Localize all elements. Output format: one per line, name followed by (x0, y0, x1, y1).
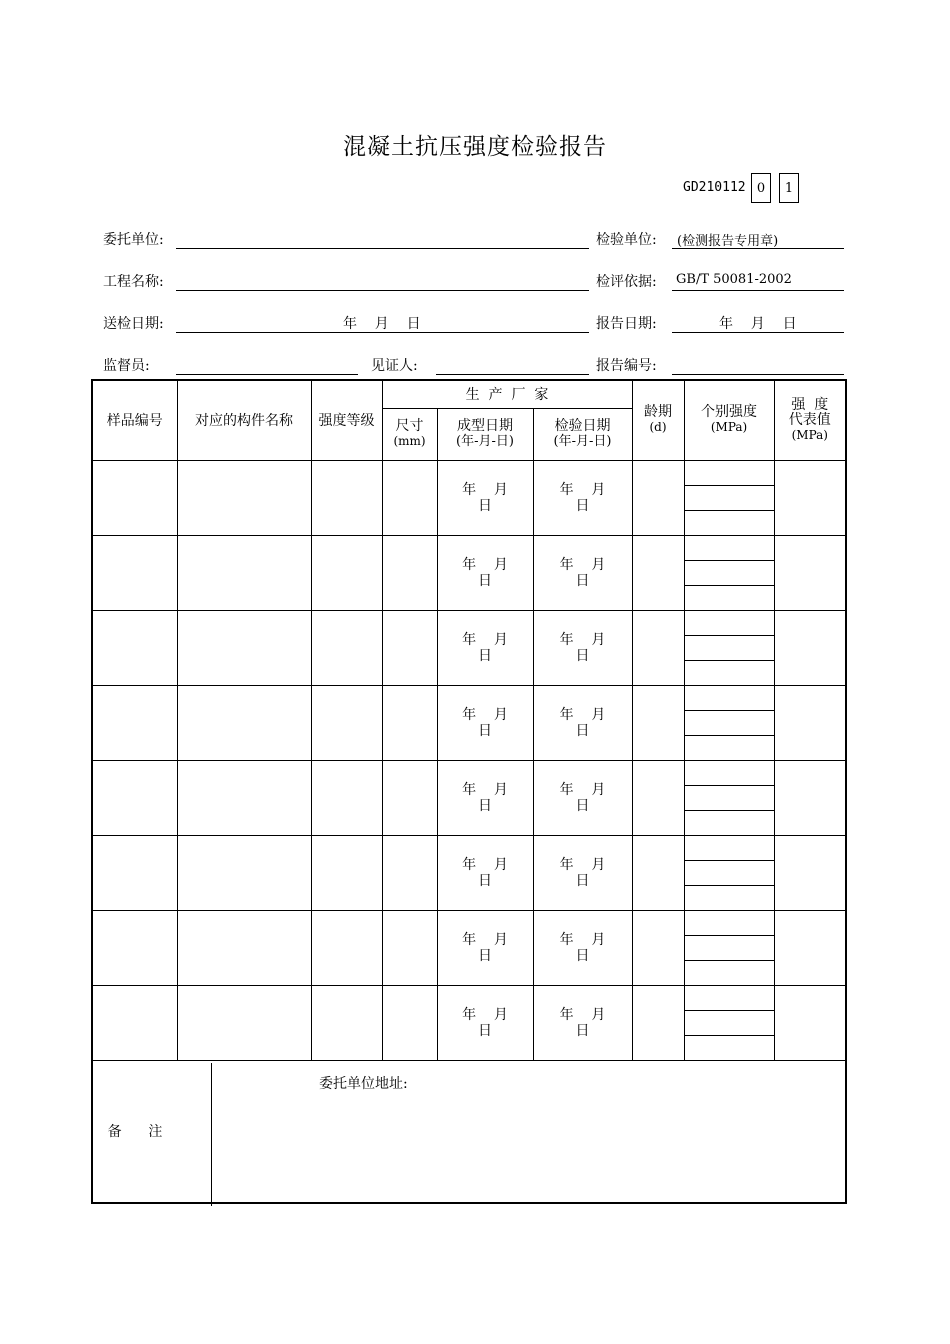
size-cell[interactable] (382, 535, 437, 610)
date-year-month: 年 月 (559, 856, 606, 873)
age-cell[interactable] (632, 460, 684, 535)
indiv-strength-value[interactable] (685, 811, 774, 835)
size-cell[interactable] (382, 910, 437, 985)
sample-no-cell[interactable] (92, 760, 177, 835)
client-address-label: 委托单位地址: (319, 1075, 408, 1092)
header-grade: 强度等级 (311, 380, 382, 460)
size-cell[interactable] (382, 760, 437, 835)
component-cell[interactable] (177, 835, 311, 910)
grade-cell[interactable] (311, 535, 382, 610)
sample-no-cell[interactable] (92, 460, 177, 535)
supervisor-field[interactable] (176, 374, 358, 375)
send-date-label: 送检日期: (103, 316, 164, 332)
test-date-cell[interactable] (533, 835, 632, 910)
date-day: 日 (575, 572, 590, 589)
header-test-date-fmt: (年-月-日) (553, 434, 612, 449)
indiv-strength-value[interactable] (685, 886, 774, 910)
date-day: 日 (478, 497, 492, 514)
header-size-label: 尺寸 (395, 418, 424, 434)
sample-no-cell[interactable] (92, 610, 177, 685)
table-row (92, 685, 846, 760)
test-date-cell[interactable] (533, 985, 632, 1060)
age-cell[interactable] (632, 535, 684, 610)
rep-strength-cell[interactable] (774, 535, 846, 610)
header-size-unit: (mm) (393, 434, 426, 448)
component-cell[interactable] (177, 460, 311, 535)
page-title: 混凝土抗压强度检验报告 (343, 134, 607, 160)
indiv-strength-value[interactable] (685, 511, 774, 535)
age-cell[interactable] (632, 610, 684, 685)
rep-strength-cell[interactable] (774, 760, 846, 835)
indiv-strength-value[interactable] (685, 711, 774, 736)
inspect-unit-value: (检测报告专用章) (677, 234, 779, 249)
grade-cell[interactable] (311, 460, 382, 535)
indiv-strength-value[interactable] (685, 786, 774, 811)
results-table (91, 379, 847, 1204)
component-cell[interactable] (177, 910, 311, 985)
header-rep-label-1: 强 度 (791, 396, 829, 413)
date-day: 日 (478, 647, 492, 664)
sample-no-cell[interactable] (92, 835, 177, 910)
table-row (92, 985, 846, 1060)
rep-strength-cell[interactable] (774, 985, 846, 1060)
indiv-strength-cell (684, 760, 774, 835)
remarks-row (92, 1060, 846, 1203)
indiv-strength-group (685, 761, 774, 835)
component-cell[interactable] (177, 985, 311, 1060)
indiv-strength-value[interactable] (685, 636, 774, 661)
indiv-strength-group (685, 836, 774, 910)
table-row (92, 610, 846, 685)
date-year-month: 年 月 (559, 631, 606, 648)
header-age-unit: (d) (649, 420, 667, 435)
date-day: 日 (575, 797, 590, 814)
client-label: 委托单位: (103, 232, 164, 248)
header-test-date (533, 408, 632, 460)
indiv-strength-group (685, 911, 774, 985)
date-year-month: 年 月 (462, 706, 508, 723)
indiv-strength-value[interactable] (685, 686, 774, 711)
indiv-strength-value[interactable] (685, 661, 774, 685)
client-field[interactable] (176, 248, 589, 249)
header-rep-label-2: 代表值 (788, 411, 831, 428)
table-row (92, 910, 846, 985)
sample-no-cell[interactable] (92, 535, 177, 610)
rep-strength-cell[interactable] (774, 910, 846, 985)
component-cell[interactable] (177, 535, 311, 610)
rep-strength-cell[interactable] (774, 610, 846, 685)
witness-field[interactable] (436, 374, 589, 375)
rep-strength-cell[interactable] (774, 685, 846, 760)
report-no-label: 报告编号: (596, 358, 657, 374)
header-indiv-unit: (MPa) (710, 420, 748, 435)
table-row (92, 835, 846, 910)
indiv-strength-value[interactable] (685, 461, 774, 486)
indiv-strength-group (685, 611, 774, 685)
date-year-month: 年 月 (462, 931, 508, 948)
rep-strength-cell[interactable] (774, 835, 846, 910)
header-cast-date (437, 408, 533, 460)
send-date-value: 年 月 日 (343, 316, 421, 332)
header-rep-strength (774, 380, 846, 460)
indiv-strength-cell (684, 835, 774, 910)
remarks-content[interactable] (177, 1060, 846, 1203)
date-day: 日 (575, 497, 590, 514)
header-cast-date-fmt: (年-月-日) (456, 434, 514, 449)
sample-no-cell[interactable] (92, 910, 177, 985)
date-year-month: 年 月 (559, 781, 606, 798)
basis-value: GB/T 50081-2002 (676, 272, 792, 287)
date-year-month: 年 月 (462, 781, 508, 798)
indiv-strength-cell (684, 985, 774, 1060)
grade-cell[interactable] (311, 985, 382, 1060)
age-cell[interactable] (632, 760, 684, 835)
basis-line (672, 290, 844, 291)
indiv-strength-cell (684, 460, 774, 535)
age-cell[interactable] (632, 685, 684, 760)
indiv-strength-value[interactable] (685, 986, 774, 1011)
header-sample-no: 样品编号 (92, 380, 177, 460)
header-size (382, 408, 437, 460)
component-cell[interactable] (177, 760, 311, 835)
test-date-cell[interactable] (533, 685, 632, 760)
grade-cell[interactable] (311, 610, 382, 685)
rep-strength-cell[interactable] (774, 460, 846, 535)
date-year-month: 年 月 (462, 481, 508, 498)
basis-label: 检评依据: (596, 274, 657, 290)
indiv-strength-value[interactable] (685, 611, 774, 636)
age-cell[interactable] (632, 835, 684, 910)
grade-cell[interactable] (311, 910, 382, 985)
indiv-strength-group (685, 986, 774, 1060)
code-box-1[interactable]: 0 (751, 173, 771, 203)
indiv-strength-cell (684, 535, 774, 610)
indiv-strength-value[interactable] (685, 536, 774, 561)
indiv-strength-value[interactable] (685, 936, 774, 961)
size-cell[interactable] (382, 835, 437, 910)
test-date-cell[interactable] (533, 760, 632, 835)
report-date-label: 报告日期: (596, 316, 657, 332)
date-year-month: 年 月 (559, 481, 606, 498)
indiv-strength-value[interactable] (685, 1036, 774, 1060)
date-day: 日 (478, 797, 492, 814)
remarks-label: 备 注 (92, 1060, 177, 1203)
test-date-cell[interactable] (533, 460, 632, 535)
header-component: 对应的构件名称 (177, 380, 311, 460)
indiv-strength-cell (684, 685, 774, 760)
indiv-strength-value[interactable] (685, 486, 774, 511)
project-label: 工程名称: (103, 274, 164, 290)
indiv-strength-value[interactable] (685, 836, 774, 861)
date-day: 日 (478, 947, 492, 964)
date-day: 日 (575, 722, 590, 739)
cast-date-cell[interactable] (437, 610, 533, 685)
date-year-month: 年 月 (559, 556, 606, 573)
date-day: 日 (575, 947, 590, 964)
header-indiv-label: 个别强度 (701, 404, 758, 421)
component-cell[interactable] (177, 610, 311, 685)
sample-no-cell[interactable] (92, 685, 177, 760)
indiv-strength-value[interactable] (685, 1011, 774, 1036)
date-day: 日 (478, 722, 492, 739)
witness-label: 见证人: (371, 358, 418, 374)
test-date-cell[interactable] (533, 535, 632, 610)
header-cast-date-label: 成型日期 (457, 418, 513, 434)
indiv-strength-value[interactable] (685, 861, 774, 886)
date-year-month: 年 月 (462, 556, 508, 573)
date-day: 日 (575, 1022, 590, 1039)
project-field[interactable] (176, 290, 589, 291)
header-test-date-label: 检验日期 (554, 418, 611, 434)
code-box-2[interactable]: 1 (779, 173, 799, 203)
date-day: 日 (478, 872, 492, 889)
date-day: 日 (478, 572, 492, 589)
date-year-month: 年 月 (462, 856, 508, 873)
indiv-strength-value[interactable] (685, 736, 774, 760)
age-cell[interactable] (632, 985, 684, 1060)
date-year-month: 年 月 (559, 706, 606, 723)
size-cell[interactable] (382, 610, 437, 685)
indiv-strength-value[interactable] (685, 561, 774, 586)
header-rep-unit: (MPa) (791, 427, 828, 442)
date-year-month: 年 月 (462, 631, 508, 648)
date-day: 日 (575, 872, 590, 889)
header-age-label: 龄期 (644, 404, 673, 421)
table-row (92, 535, 846, 610)
size-cell[interactable] (382, 460, 437, 535)
date-day: 日 (478, 1022, 492, 1039)
cast-date-cell[interactable] (437, 460, 533, 535)
grade-cell[interactable] (311, 685, 382, 760)
indiv-strength-value[interactable] (685, 911, 774, 936)
inspect-unit-label: 检验单位: (596, 232, 657, 248)
age-cell[interactable] (632, 910, 684, 985)
supervisor-label: 监督员: (103, 358, 150, 374)
header-indiv-strength (684, 380, 774, 460)
report-no-field[interactable] (672, 374, 844, 375)
date-year-month: 年 月 (462, 1006, 508, 1023)
test-date-cell[interactable] (533, 610, 632, 685)
size-cell[interactable] (382, 685, 437, 760)
test-date-cell[interactable] (533, 910, 632, 985)
header-age (632, 380, 684, 460)
indiv-strength-group (685, 461, 774, 535)
report-date-value: 年 月 日 (719, 316, 797, 332)
cast-date-cell[interactable] (437, 910, 533, 985)
header-manufacturer: 生 产 厂 家 (382, 380, 632, 408)
indiv-strength-cell (684, 610, 774, 685)
indiv-strength-group (685, 536, 774, 610)
indiv-strength-group (685, 686, 774, 760)
table-row (92, 760, 846, 835)
grade-cell[interactable] (311, 835, 382, 910)
indiv-strength-value[interactable] (685, 586, 774, 610)
grade-cell[interactable] (311, 760, 382, 835)
date-year-month: 年 月 (559, 1006, 606, 1023)
date-day: 日 (575, 647, 590, 664)
indiv-strength-cell (684, 910, 774, 985)
table-row (92, 460, 846, 535)
cast-date-cell[interactable] (437, 535, 533, 610)
date-year-month: 年 月 (559, 931, 606, 948)
component-cell[interactable] (177, 685, 311, 760)
remarks-divider (211, 1063, 212, 1206)
form-code: GD210112 (683, 180, 746, 195)
cast-date-cell[interactable] (437, 985, 533, 1060)
size-cell[interactable] (382, 985, 437, 1060)
cast-date-cell[interactable] (437, 760, 533, 835)
cast-date-cell[interactable] (437, 685, 533, 760)
sample-no-cell[interactable] (92, 985, 177, 1060)
cast-date-cell[interactable] (437, 835, 533, 910)
indiv-strength-value[interactable] (685, 961, 774, 985)
indiv-strength-value[interactable] (685, 761, 774, 786)
